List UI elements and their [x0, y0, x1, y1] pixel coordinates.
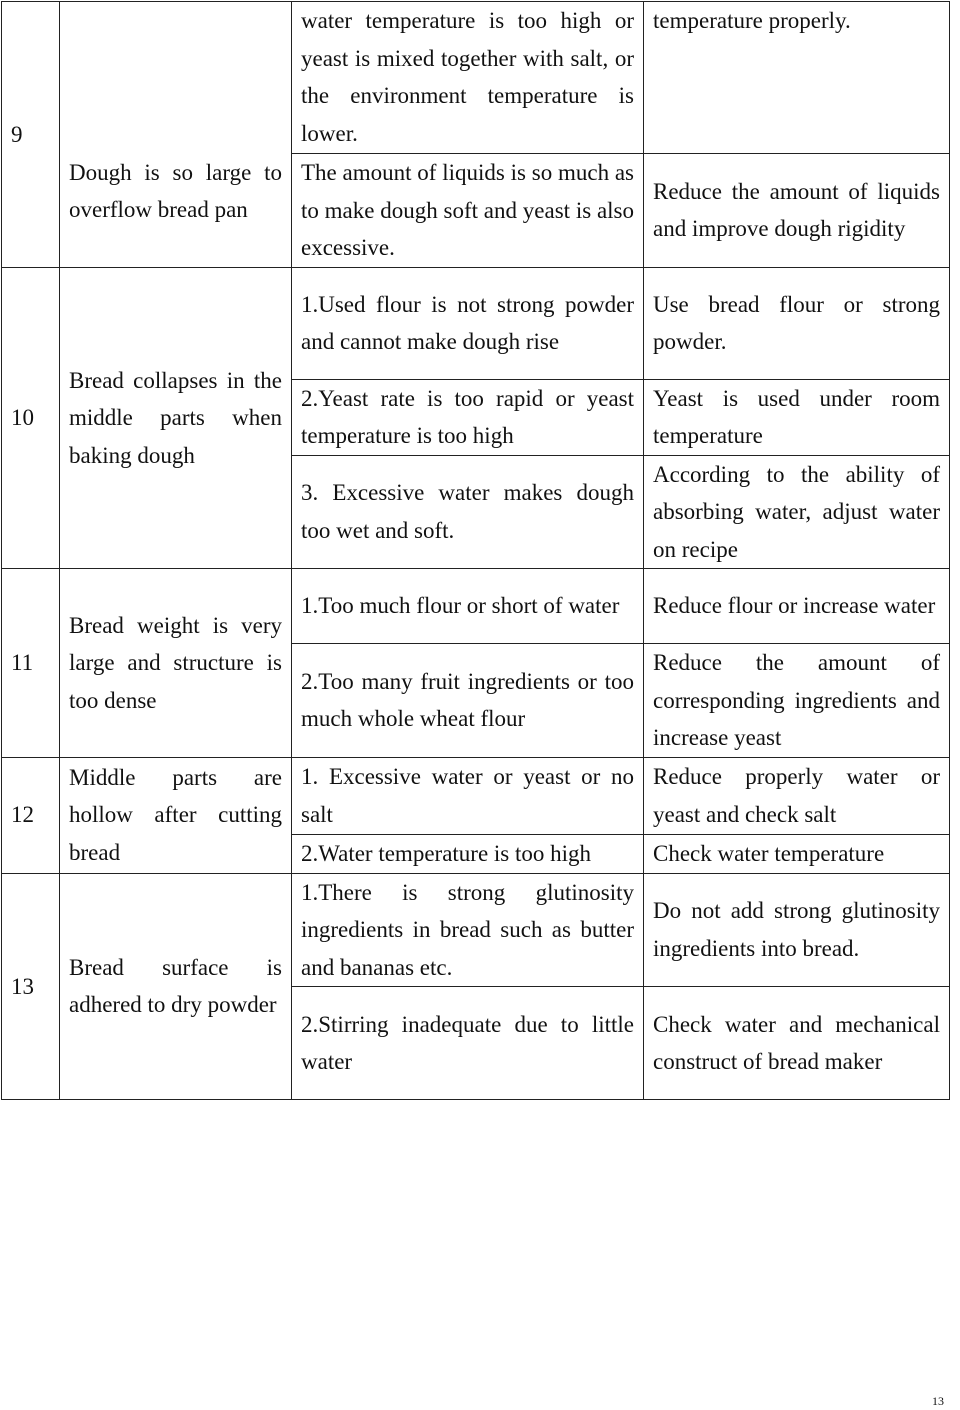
page-number: 13	[932, 1394, 944, 1408]
troubleshooting-table	[1, 1, 950, 1100]
row-number-cell: 9	[2, 2, 60, 268]
table-row	[2, 154, 950, 268]
cause-cell: 1.Used flour is not strong powder and cannot make dough rise	[292, 267, 644, 379]
problem-cell: Bread collapses in the middle parts when baking dough	[60, 267, 292, 569]
cause-cell: 1.There is strong glutinosity ingredients in bread such as butter and bananas etc.	[292, 873, 644, 987]
cause-cell: 3. Excessive water makes dough too wet and soft.	[292, 455, 644, 569]
solution-cell: Yeast is used under room temperature	[644, 379, 950, 455]
solution-cell: Reduce the amount of liquids and improve dough rigidity	[644, 154, 950, 268]
row-number-cell: 12	[2, 757, 60, 873]
cause-cell: 2.Yeast rate is too rapid or yeast temperature is too high	[292, 379, 644, 455]
table-row	[2, 2, 950, 154]
cause-cell: water temperature is too high or yeast is mixed together with salt, or the environment temperature is lower.	[292, 2, 644, 154]
solution-cell: Reduce the amount of corresponding ingredients and increase yeast	[644, 644, 950, 758]
cause-cell: 2.Too many fruit ingredients or too much whole wheat flour	[292, 644, 644, 758]
table-row	[2, 569, 950, 644]
cause-cell: 1.Too much flour or short of water	[292, 569, 644, 644]
solution-cell: Use bread flour or strong powder.	[644, 267, 950, 379]
solution-cell: Check water and mechanical construct of bread maker	[644, 987, 950, 1100]
table-row	[2, 757, 950, 834]
solution-cell: Do not add strong glutinosity ingredients into bread.	[644, 873, 950, 987]
table-row	[2, 267, 950, 379]
row-number-cell: 10	[2, 267, 60, 569]
cause-cell: 2.Stirring inadequate due to little water	[292, 987, 644, 1100]
cause-cell: The amount of liquids is so much as to make dough soft and yeast is also excessive.	[292, 154, 644, 268]
solution-cell: Reduce properly water or yeast and check salt	[644, 757, 950, 834]
solution-cell: According to the ability of absorbing water, adjust water on recipe	[644, 455, 950, 569]
problem-cell	[60, 2, 292, 154]
problem-cell: Middle parts are hollow after cutting bread	[60, 757, 292, 873]
row-number-cell: 13	[2, 873, 60, 1100]
solution-cell: Check water temperature	[644, 834, 950, 873]
cause-cell: 1. Excessive water or yeast or no salt	[292, 757, 644, 834]
solution-cell: temperature properly.	[644, 2, 950, 154]
problem-cell: Dough is so large to overflow bread pan	[60, 154, 292, 268]
cause-cell: 2.Water temperature is too high	[292, 834, 644, 873]
row-number-cell: 11	[2, 569, 60, 758]
problem-cell: Bread surface is adhered to dry powder	[60, 873, 292, 1100]
solution-cell: Reduce flour or increase water	[644, 569, 950, 644]
problem-cell: Bread weight is very large and structure is too dense	[60, 569, 292, 758]
table-row	[2, 873, 950, 987]
